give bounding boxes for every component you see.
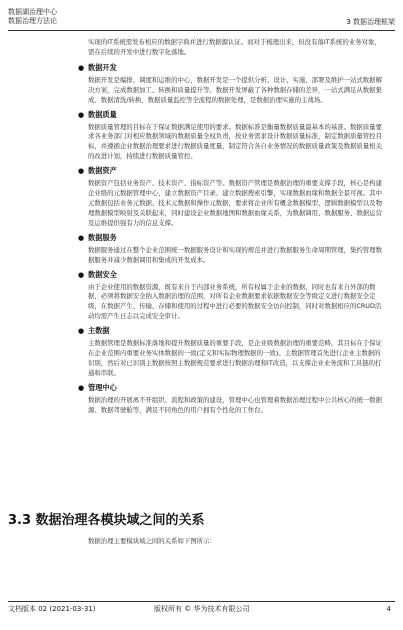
- section-title: 数据安全: [88, 269, 117, 279]
- section-title: 数据资产: [88, 166, 117, 176]
- section-body: 数据开发是编排、调度和运维的中心，数据开发是一个提供分析、设计、实施、部署及维护一站式数据解决方案，完成数据加工、转换和质量提升等。数据开发屏蔽了各种数据存储的差异，一站式满足从数据集成、数据清洗/转换、数据质量监控等全流程的数据处理，是数据治理实施的主战场。: [88, 75, 382, 104]
- header-doc-name: 数据治理方法论: [8, 17, 57, 25]
- section-body: 主数据管理是数据标准落地和提升数据质量的重要手段，是企业级数据治理的重要范畴，其目标在于保证在企业范围内重要业务实体数据的一致(定义和实际物理数据的一致)。主数据管理首先进行企业主数据的识别，然后对已识别主数据按照主数据规范要求进行数据治理和IT改造，以支撑企业业务流和工具链的打通和串联。: [88, 339, 382, 377]
- section-body: 由于企业使用的数据资源，既有来自于内部业务系统，所有权属于企业的数据，同时也有来自外部的数据，必须将数据安全纳入数据治理的范围，对所有企业数据要求依据数据安全等级定义进行数据安全定级，在数据产生、传输、存储和使用的过程中进行必要的数据安全访问控制，同时对数据相应的CRUD活动均需产生日志以完成安全审计。: [88, 282, 382, 321]
- section-body: 数据质量管理的目标在于保证数据满足使用的要求。数据标准是衡量数据质量最基本的基准。数据质量要求各业务部门对相应数据领域的数据质量全权负责，按业务需求设计数据质量标准，制定数据质量管控目标，并遵循企业数据治理要求进行数据质量度量，制定符合各自业务情况的数据质量政策及数据质量相关的改进计划，持续进行数据质量管控。: [88, 122, 382, 161]
- bullet-icon: ●: [78, 383, 85, 392]
- section-management-center: [78, 382, 383, 416]
- header-product-name: 数据湖治理中心: [8, 8, 57, 16]
- section-body: 数据服务通过在整个企业范围统一数据服务设计和实现的规范并进行数据服务生命周期管理，集约管理数据服务并减少数据调用和集成的开发成本。: [88, 245, 382, 264]
- intro-paragraph: 实现的IT系统需发布相应的数据字典并进行数据源认证。而对于梳理出来，但没有落IT系统的业务对象，需在后续的开发中进行数字化落地。: [88, 38, 381, 56]
- footer-divider: [8, 601, 395, 602]
- header-chapter: 3 数据治理框架: [346, 18, 395, 26]
- section-title: 管理中心: [88, 382, 117, 392]
- bullet-icon: ●: [78, 327, 85, 336]
- main-content: [78, 38, 383, 420]
- bullet-icon: ●: [78, 63, 85, 72]
- section-master-data: [78, 326, 383, 379]
- section-data-development: [78, 62, 383, 106]
- bullet-icon: ●: [78, 233, 85, 242]
- header-divider: [8, 30, 395, 31]
- section-intro: 数据治理主要模块域之间的关系如下图所示：: [88, 537, 216, 545]
- section-data-service: [78, 232, 383, 266]
- bullet-icon: ●: [78, 167, 85, 176]
- section-title: 数据服务: [88, 232, 117, 242]
- section-data-security: [78, 269, 383, 323]
- section-data-assets: [78, 166, 383, 229]
- bullet-icon: ●: [78, 110, 85, 119]
- section-data-quality: [78, 109, 383, 163]
- header-left: [8, 8, 57, 26]
- section-heading: 3.3 数据治理各模块域之间的关系: [8, 513, 205, 528]
- page-header: [8, 8, 395, 32]
- bullet-icon: ●: [78, 270, 85, 279]
- doc-version: 文档版本 02 (2021-03-31): [8, 605, 96, 613]
- page-number: 4: [386, 605, 391, 613]
- copyright: 版权所有 © 华为技术有限公司: [154, 605, 250, 613]
- section-title: 数据开发: [88, 62, 117, 72]
- section-title: 主数据: [88, 326, 110, 336]
- section-body: 数据治理的开展离不开组织、流程和政策的建设，管理中心也管理着数据治理过程中公共核心的统一数据源、数据驾驶舱等，满足不同角色的用户拥有个性化的工作台。: [88, 395, 382, 414]
- section-body: 数据资产包括业务资产、技术资产、指标资产等。数据资产管理是数据治理的重要支撑手段，核心是构建企业级的元数据管理中心，建立数据资产目录、建立数据搜索引擎，实现数据血缘和数据全景可视。其中元数据包括业务元数据、技术元数据和操作元数据，要求将企业所有概念数据模型、逻辑数据模型以及物理数据模型映射及关联起来，同时建设企业数据地图和数据血缘关系，为数据调用、数据服务、数据运营及运维提供强有力的信息支撑。: [88, 179, 382, 227]
- section-title: 数据质量: [88, 109, 117, 119]
